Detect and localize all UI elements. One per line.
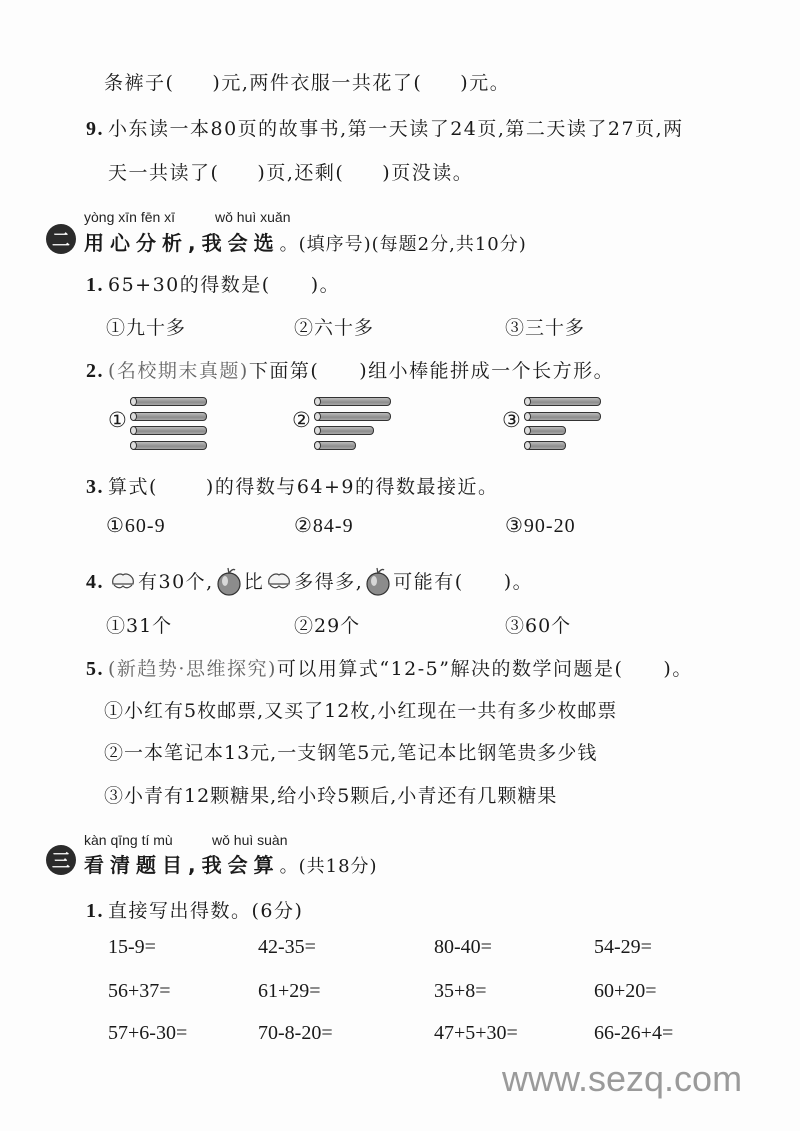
stick-group-3[interactable] [502,395,612,445]
text: )。 [503,571,534,593]
s2-question-4 [86,566,533,596]
calc-item[interactable]: 47+5+30= [434,1022,518,1044]
text: 比 [243,571,265,593]
text: 多得多, [294,571,364,593]
question-number: 1. [86,900,104,922]
option-1[interactable]: ①小红有5枚邮票,又买了12枚,小红现在一共有多少枚邮票 [104,700,618,722]
section-note: 。(填序号)(每题2分,共10分) [279,234,527,255]
text: )。 [663,658,693,680]
stick [314,397,391,406]
stick-group-2[interactable] [292,395,402,445]
s2-question-3 [86,472,499,499]
text: )的得数与64+9的得数最接近。 [205,476,499,498]
calc-item[interactable]: 66-26+4= [594,1022,674,1044]
stick [130,441,207,450]
option-2[interactable]: ②六十多 [294,317,375,339]
pinyin-2: wǒ huì xuǎn [215,209,291,225]
text: )组小棒能拼成一个长方形。 [359,360,615,382]
section-3-badge-icon: 三 [46,845,76,875]
option-3[interactable]: ③90-20 [505,515,576,537]
calc-item[interactable]: 61+29= [258,980,321,1002]
question-number: 2. [86,360,104,382]
calc-item[interactable]: 35+8= [434,980,487,1002]
option-3[interactable]: ③60个 [505,615,572,637]
stick [524,426,566,435]
option-1[interactable]: ①60-9 [106,515,166,537]
text: )元,两件衣服一共花了( [212,72,423,94]
text: 65+30的得数是( [108,274,271,296]
option-2[interactable]: ②84-9 [294,515,354,537]
option-label: ② [292,408,311,432]
calc-item[interactable]: 54-29= [594,936,652,958]
stick [314,441,356,450]
question-number: 1. [86,274,104,296]
s2-question-5 [86,654,693,681]
continuation-line [104,68,510,95]
section-3-heading [84,849,378,878]
option-label: ③ [502,408,521,432]
option-3[interactable]: ③小青有12颗糖果,给小玲5颗后,小青还有几颗糖果 [104,785,558,807]
question-number: 4. [86,571,104,593]
stick [524,441,566,450]
option-2[interactable]: ②一本笔记本13元,一支钢笔5元,笔记本比钢笔贵多少钱 [104,742,598,764]
stick [314,412,391,421]
section-note: 。(共18分) [279,856,378,877]
question-number: 5. [86,658,104,680]
question-number: 9. [86,118,104,140]
calc-item[interactable]: 42-35= [258,936,316,958]
text: )页没读。 [382,162,474,184]
s3-question-1 [86,896,303,923]
text: )元。 [460,72,511,94]
text: 下面第( [248,360,320,382]
question-text: 小东读一本80页的故事书,第一天读了24页,第二天读了27页,两 [108,118,684,140]
calc-item[interactable]: 80-40= [434,936,492,958]
section-2-badge-icon: 二 [46,224,76,254]
stick-group-1[interactable] [108,395,218,445]
calc-item[interactable]: 60+20= [594,980,657,1002]
stick [130,397,207,406]
section-2-heading [84,227,527,256]
question-9 [86,114,684,141]
peach-icon [108,570,138,592]
text: )页,还剩( [257,162,345,184]
option-1[interactable]: ①31个 [106,615,173,637]
option-3[interactable]: ③三十多 [505,317,586,339]
option-label: ① [108,408,127,432]
text: 有30个, [138,571,214,593]
option-1[interactable]: ①九十多 [106,317,187,339]
calc-item[interactable]: 56+37= [108,980,171,1002]
calc-item[interactable]: 57+6-30= [108,1022,188,1044]
question-number: 3. [86,476,104,498]
question-text: 直接写出得数。(6分) [108,900,304,922]
text: 天一共读了( [108,162,220,184]
pinyin-1: yòng xīn fēn xī [84,209,176,225]
text: )。 [310,274,341,296]
text: 可以用算式“12-5”解决的数学问题是( [276,658,624,680]
peach-icon [264,570,294,592]
stick [524,397,601,406]
question-tag: (名校期末真题) [108,360,249,382]
calc-item[interactable]: 15-9= [108,936,156,958]
watermark: www.sezq.com [502,1058,743,1099]
s2-question-2 [86,356,614,383]
apple-icon [214,566,244,596]
section-title: 用心分析,我会选 [84,231,280,255]
question-tag: (新趋势·思维探究) [108,658,277,680]
pinyin-2: wǒ huì suàn [212,832,288,848]
text: 算式( [108,476,158,498]
stick [314,426,374,435]
s2-question-1 [86,270,340,297]
question-9-line2 [108,158,473,185]
section-title: 看清题目,我会算 [84,853,280,877]
stick [130,426,207,435]
text: 可能有( [393,571,464,593]
calc-item[interactable]: 70-8-20= [258,1022,333,1044]
apple-icon [363,566,393,596]
pinyin-1: kàn qīng tí mù [84,832,173,848]
stick [130,412,207,421]
text: 条裤子( [104,72,175,94]
stick [524,412,601,421]
option-2[interactable]: ②29个 [294,615,361,637]
